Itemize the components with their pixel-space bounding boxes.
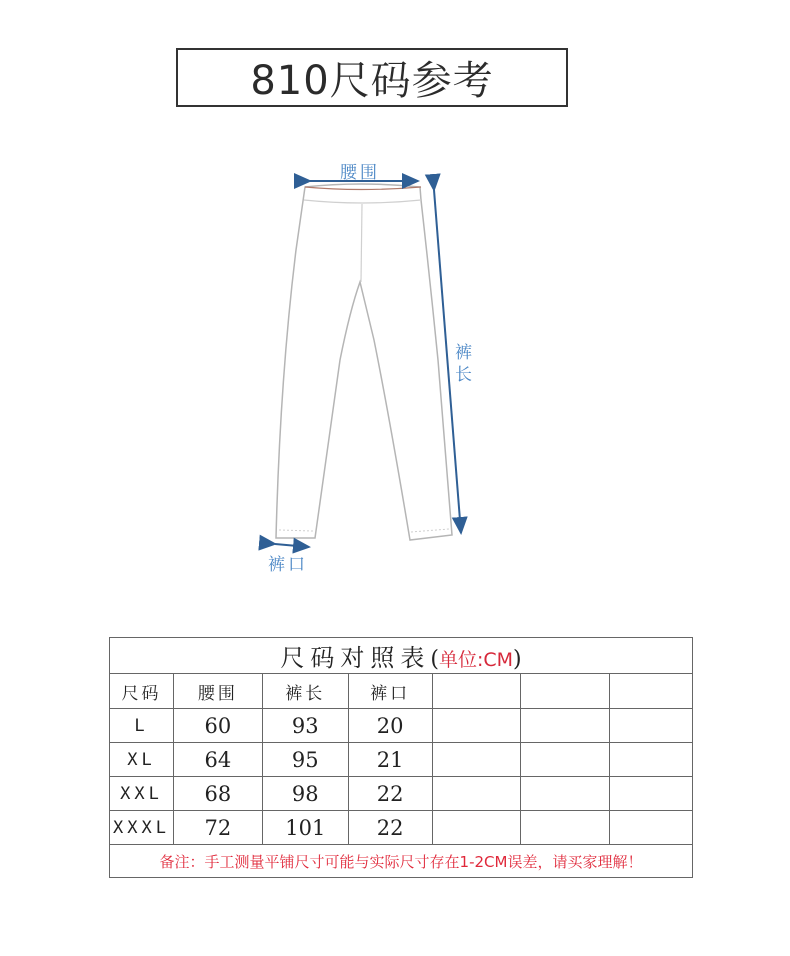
cell-empty	[432, 743, 521, 777]
waist-label: 腰围	[340, 163, 380, 183]
header-empty	[432, 674, 521, 709]
header-empty	[610, 674, 693, 709]
cell-empty	[610, 709, 693, 743]
table-caption	[110, 638, 693, 674]
table-note-row	[110, 845, 693, 878]
cell-empty	[521, 777, 610, 811]
unit-label: 单位:CM	[438, 649, 514, 671]
table-header-row	[110, 674, 693, 709]
cell-size: XXXL	[110, 811, 174, 845]
cell-waist: 68	[173, 777, 262, 811]
table-row	[110, 709, 693, 743]
cell-empty	[432, 811, 521, 845]
cell-empty	[610, 743, 693, 777]
cell-length: 93	[262, 709, 348, 743]
cell-waist: 64	[173, 743, 262, 777]
header-hem: 裤口	[348, 674, 432, 709]
cell-size: XXL	[110, 777, 174, 811]
cell-length: 95	[262, 743, 348, 777]
header-empty	[521, 674, 610, 709]
cell-empty	[521, 743, 610, 777]
cell-length: 98	[262, 777, 348, 811]
table-row	[110, 777, 693, 811]
cell-size: L	[110, 709, 174, 743]
caption-text: 尺码对照表	[280, 644, 431, 672]
length-label-char-2: 长	[455, 365, 472, 385]
cell-hem: 20	[348, 709, 432, 743]
size-chart-table	[109, 637, 693, 878]
cell-hem: 21	[348, 743, 432, 777]
table-caption-row	[110, 638, 693, 674]
length-label-char-1: 裤	[455, 343, 472, 363]
cell-empty	[432, 777, 521, 811]
page-title: 810尺码参考	[176, 48, 568, 107]
cell-hem: 22	[348, 777, 432, 811]
cell-waist: 60	[173, 709, 262, 743]
cell-size: XL	[110, 743, 174, 777]
cell-hem: 22	[348, 811, 432, 845]
cell-empty	[610, 777, 693, 811]
hem-label: 裤口	[268, 555, 308, 575]
measurement-note: 备注：手工测量平铺尺寸可能与实际尺寸存在1-2CM误差，请买家理解！	[110, 845, 693, 878]
header-waist: 腰围	[173, 674, 262, 709]
cell-length: 101	[262, 811, 348, 845]
cell-empty	[432, 709, 521, 743]
caption-paren-close: )	[513, 647, 522, 672]
cell-empty	[521, 709, 610, 743]
header-length: 裤长	[262, 674, 348, 709]
cell-waist: 72	[173, 811, 262, 845]
caption-paren-open: (	[430, 647, 439, 672]
header-size: 尺码	[110, 674, 174, 709]
cell-empty	[610, 811, 693, 845]
cell-empty	[521, 811, 610, 845]
length-label	[455, 342, 475, 386]
table-row	[110, 743, 693, 777]
table-row	[110, 811, 693, 845]
